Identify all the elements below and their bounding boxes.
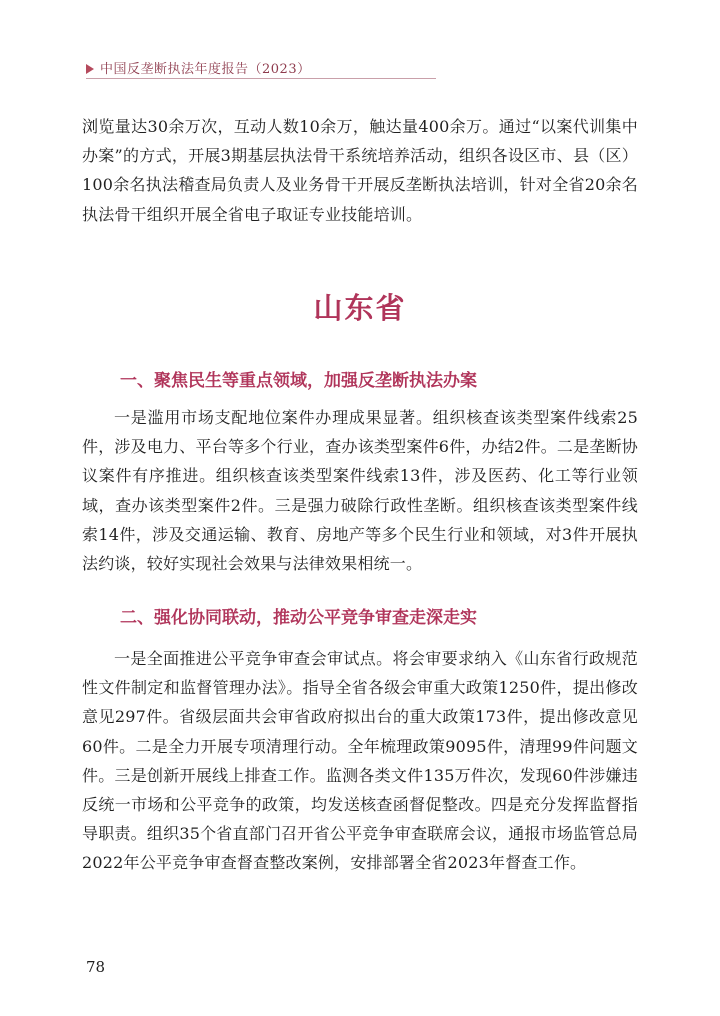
intro-paragraph: 浏览量达30余万次，互动人数10余万，触达量400余万。通过“以案代训集中办案”的方式，开展3期基层执法骨干系统培养活动，组织各设区市、县（区）100余名执法稽查局负责人及业务骨干开展反垄断执法培训，针对全省20余名执法骨干组织开展全省电子取证专业技能培训。 bbox=[82, 117, 638, 224]
section-1-heading: 一、聚焦民生等重点领域，加强反垄断执法办案 bbox=[120, 371, 477, 391]
section-1-body: 一是滥用市场支配地位案件办理成果显著。组织核查该类型案件线索25件，涉及电力、平台等多个行业，查办该类型案件6件，办结2件。二是垄断协议案件有序推进。组织核查该类型案件线索13件，涉及医药、化工等行业领域，查办该类型案件2件。三是强力破除行政性垄断。组织核查该类型案件线索14件，涉及交通运输、教育、房地产等多个民生行业和领域，对3件开展执法约谈，较好实现社会效果与法律效果相统一。 bbox=[82, 408, 638, 574]
province-heading: 山东省 bbox=[313, 291, 407, 325]
header-triangle-icon bbox=[86, 64, 94, 74]
section-2-body: 一是全面推进公平竞争审查会审试点。将会审要求纳入《山东省行政规范性文件制定和监督管理办法》。指导全省各级会审重大政策1250件，提出修改意见297件。省级层面共会审省政府拟出台的重大政策173件，提出修改意见60件。二是全力开展专项清理行动。全年梳理政策9095件，清理99件问题文件。三是创新开展线上排查工作。监测各类文件135万件次，发现60件涉嫌违反统一市场和公平竞争的政策，均发送核查函督促整改。四是充分发挥监督指导职责。组织35个省直部门召开省公平竞争审查联席会议，通报市场监管总局2022年公平竞争审查督查整改案例，安排部署全省2023年督查工作。 bbox=[82, 649, 638, 873]
header-divider bbox=[86, 78, 436, 79]
running-header bbox=[86, 56, 436, 80]
section-2-heading: 二、强化协同联动，推动公平竞争审查走深走实 bbox=[120, 608, 477, 628]
report-title: 中国反垄断执法年度报告（2023） bbox=[100, 62, 311, 77]
page-number: 78 bbox=[86, 958, 106, 976]
